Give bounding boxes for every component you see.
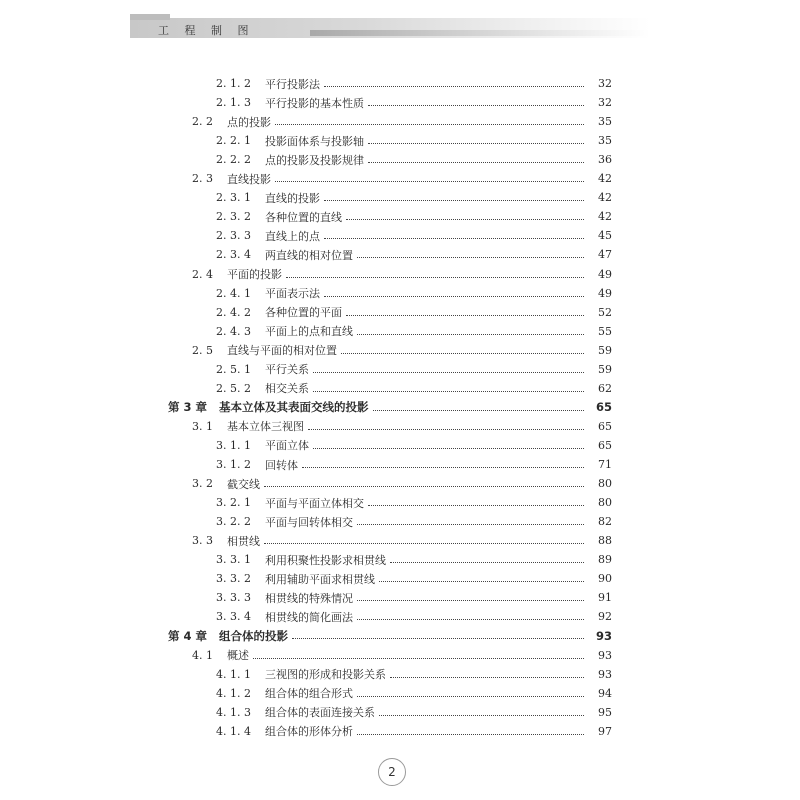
toc-entry-title: 各种位置的直线: [264, 210, 342, 224]
toc-entry-number: 2. 1. 2: [216, 77, 251, 90]
toc-subsection-entry[interactable]: [216, 703, 612, 722]
toc-section-entry[interactable]: [192, 112, 612, 131]
toc-dot-leader: [357, 696, 584, 697]
toc-dot-leader: [357, 524, 584, 525]
toc-entry-title: 相贯线的特殊情况: [264, 591, 353, 605]
toc-section-entry[interactable]: [192, 474, 612, 493]
toc-entry-title: 概述: [227, 649, 249, 662]
toc-dot-leader: [324, 296, 584, 297]
toc-subsection-entry[interactable]: [216, 436, 612, 455]
toc-entry-page: 45: [598, 229, 612, 243]
toc-section-entry[interactable]: [192, 169, 612, 188]
toc-entry-title: 平面与平面立体相交: [264, 496, 364, 510]
toc-dot-leader: [379, 715, 584, 716]
toc-entry-number: 3. 3: [192, 534, 213, 548]
toc-subsection-entry[interactable]: [216, 150, 612, 169]
toc-entry-page: 35: [598, 115, 612, 129]
toc-entry-number: 2. 1. 3: [216, 96, 251, 110]
toc-subsection-entry[interactable]: [216, 74, 612, 93]
toc-entry-title: 平行投影法: [264, 77, 320, 91]
toc-dot-leader: [302, 467, 584, 468]
toc-section-entry[interactable]: [192, 341, 612, 360]
toc-subsection-entry[interactable]: [216, 226, 612, 245]
toc-entry-title: 截交线: [227, 477, 260, 491]
toc-dot-leader: [324, 200, 584, 201]
toc-dot-leader: [373, 410, 584, 411]
toc-entry-page: 55: [598, 324, 612, 338]
toc-entry-page: 80: [598, 477, 612, 491]
toc-entry-number: 2. 5. 1: [216, 362, 251, 376]
toc-entry-page: 65: [598, 419, 612, 433]
toc-entry-page: 35: [598, 134, 612, 148]
toc-entry-title: 点的投影: [227, 115, 271, 129]
toc-subsection-entry[interactable]: [216, 569, 612, 588]
toc-entry-number: 2. 3. 1: [216, 191, 251, 205]
toc-subsection-entry[interactable]: [216, 284, 612, 303]
toc-dot-leader: [253, 658, 584, 659]
toc-subsection-entry[interactable]: [216, 684, 612, 703]
toc-entry-page: 32: [598, 77, 612, 90]
toc-entry-title: 平面的投影: [227, 268, 282, 281]
toc-entry-page: 82: [598, 515, 612, 529]
toc-entry-page: 97: [598, 724, 612, 738]
toc-entry-number: 2. 5: [192, 343, 213, 357]
toc-dot-leader: [379, 581, 584, 582]
toc-dot-leader: [357, 600, 584, 601]
toc-entry-page: 80: [598, 496, 612, 510]
toc-dot-leader: [357, 734, 584, 735]
toc-dot-leader: [346, 219, 584, 220]
toc-entry-title: 相贯线: [227, 534, 260, 548]
toc-subsection-entry[interactable]: [216, 607, 612, 626]
toc-entry-page: 49: [598, 267, 612, 281]
toc-entry-title: 组合体的表面连接关系: [264, 706, 375, 720]
toc-entry-number: 第 3 章: [168, 400, 208, 415]
toc-entry-number: 3. 1. 2: [216, 458, 251, 471]
toc-entry-page: 32: [598, 96, 612, 110]
toc-entry-title: 平面立体: [264, 439, 309, 453]
toc-dot-leader: [346, 315, 584, 316]
toc-chapter-entry[interactable]: [168, 398, 612, 417]
toc-entry-page: 42: [598, 172, 612, 186]
toc-entry-page: 52: [598, 305, 612, 319]
toc-section-entry[interactable]: [192, 265, 612, 284]
toc-entry-number: 4. 1. 3: [216, 705, 251, 719]
toc-entry-title: 直线投影: [227, 172, 271, 186]
toc-dot-leader: [324, 238, 584, 239]
toc-entry-number: 3. 2. 2: [216, 515, 251, 529]
toc-entry-title: 两直线的相对位置: [264, 248, 353, 262]
toc-entry-page: 59: [598, 362, 612, 376]
toc-entry-number: 2. 4. 3: [216, 324, 251, 338]
toc-entry-number: 2. 3: [192, 172, 213, 186]
toc-entry-number: 2. 4. 2: [216, 305, 251, 319]
toc-entry-number: 4. 1. 2: [216, 686, 251, 700]
toc-entry-page: 94: [598, 686, 612, 700]
toc-entry-title: 基本立体三视图: [227, 420, 304, 434]
page-number: 2: [388, 765, 396, 779]
toc-entry-title: 组合体的组合形式: [264, 687, 353, 701]
toc-entry-title: 平面表示法: [264, 287, 320, 301]
toc-entry-page: 42: [598, 191, 612, 205]
toc-entry-number: 3. 3. 3: [216, 591, 251, 605]
toc-entry-number: 2. 3. 3: [216, 229, 251, 243]
toc-subsection-entry[interactable]: [216, 455, 612, 474]
toc-entry-title: 各种位置的平面: [264, 306, 342, 320]
toc-dot-leader: [368, 162, 584, 163]
toc-entry-number: 2. 5. 2: [216, 381, 251, 395]
toc-entry-title: 直线的投影: [264, 191, 320, 205]
toc-entry-title: 组合体的形体分析: [264, 725, 353, 739]
toc-dot-leader: [368, 105, 584, 106]
toc-section-entry[interactable]: [192, 417, 612, 436]
toc-entry-page: 93: [598, 667, 612, 681]
toc-section-entry[interactable]: [192, 646, 612, 665]
toc-entry-number: 3. 1: [192, 419, 213, 433]
toc-entry-number: 3. 2: [192, 477, 213, 491]
toc-entry-page: 93: [598, 648, 612, 662]
toc-entry-number: 3. 3. 1: [216, 553, 251, 567]
toc-entry-number: 4. 1. 1: [216, 667, 251, 681]
toc-entry-number: 2. 2. 2: [216, 153, 251, 167]
toc-entry-number: 2. 2. 1: [216, 134, 251, 148]
toc-entry-page: 36: [598, 153, 612, 167]
toc-dot-leader: [275, 124, 584, 125]
toc-subsection-entry[interactable]: [216, 722, 612, 741]
toc-entry-title: 投影面体系与投影轴: [264, 134, 364, 148]
toc-entry-number: 3. 3. 4: [216, 610, 251, 624]
toc-entry-number: 4. 1: [192, 648, 213, 662]
page-number-badge: [378, 758, 406, 786]
toc-subsection-entry[interactable]: [216, 93, 612, 112]
toc-dot-leader: [390, 677, 584, 678]
toc-entry-number: 第 4 章: [168, 628, 208, 643]
toc-dot-leader: [390, 562, 584, 563]
toc-entry-page: 91: [598, 591, 612, 605]
toc-dot-leader: [264, 486, 584, 487]
toc-entry-title: 三视图的形成和投影关系: [264, 668, 386, 682]
toc-subsection-entry[interactable]: [216, 379, 612, 398]
toc-subsection-entry[interactable]: [216, 360, 612, 379]
toc-chapter-entry[interactable]: [168, 626, 612, 645]
toc-entry-title: 相交关系: [264, 382, 309, 396]
toc-entry-page: 65: [595, 400, 612, 415]
toc-entry-title: 直线与平面的相对位置: [227, 344, 337, 358]
toc-entry-title: 平面上的点和直线: [264, 325, 353, 339]
toc-subsection-entry[interactable]: [216, 665, 612, 684]
toc-entry-page: 42: [598, 210, 612, 224]
toc-dot-leader: [308, 429, 584, 430]
toc-entry-number: 2. 4. 1: [216, 286, 251, 300]
toc-dot-leader: [357, 257, 584, 258]
toc-subsection-entry[interactable]: [216, 322, 612, 341]
toc-dot-leader: [324, 86, 584, 87]
toc-dot-leader: [368, 505, 584, 506]
toc-entry-number: 2. 2: [192, 115, 213, 129]
toc-subsection-entry[interactable]: [216, 245, 612, 264]
toc-entry-number: 2. 4: [192, 267, 213, 281]
toc-entry-title: 组合体的投影: [219, 628, 289, 643]
toc-section-entry[interactable]: [192, 531, 612, 550]
toc-entry-title: 平行关系: [264, 363, 309, 377]
toc-entry-number: 3. 3. 2: [216, 572, 251, 586]
toc-subsection-entry[interactable]: [216, 512, 612, 531]
toc-entry-page: 89: [598, 553, 612, 567]
toc-dot-leader: [357, 619, 584, 620]
toc-entry-page: 59: [598, 343, 612, 357]
toc-entry-title: 利用积聚性投影求相贯线: [264, 553, 386, 567]
toc-entry-title: 平行投影的基本性质: [264, 96, 364, 110]
toc-entry-number: 2. 3. 4: [216, 248, 251, 262]
toc-subsection-entry[interactable]: [216, 550, 612, 569]
toc-entry-page: 65: [598, 438, 612, 452]
toc-entry-title: 基本立体及其表面交线的投影: [219, 400, 369, 415]
toc-entry-page: 62: [598, 381, 612, 395]
toc-dot-leader: [292, 638, 584, 639]
toc-dot-leader: [264, 543, 584, 544]
toc-entry-page: 49: [598, 286, 612, 300]
toc-entry-title: 回转体: [264, 458, 298, 472]
toc-subsection-entry[interactable]: [216, 493, 612, 512]
running-header-title: 工 程 制 图: [158, 24, 255, 37]
toc-entry-page: 92: [598, 610, 612, 624]
toc-entry-title: 直线上的点: [264, 229, 320, 243]
toc-dot-leader: [275, 181, 584, 182]
toc-entry-number: 3. 2. 1: [216, 496, 251, 510]
toc-entry-page: 93: [595, 628, 612, 643]
toc-subsection-entry[interactable]: [216, 188, 612, 207]
toc-entry-page: 88: [598, 534, 612, 548]
toc-entry-title: 利用辅助平面求相贯线: [264, 572, 375, 586]
toc-dot-leader: [313, 372, 584, 373]
toc-dot-leader: [341, 353, 584, 354]
toc-subsection-entry[interactable]: [216, 131, 612, 150]
toc-entry-title: 平面与回转体相交: [264, 515, 353, 529]
toc-entry-page: 71: [598, 458, 612, 471]
toc-entry-page: 95: [598, 705, 612, 719]
toc-subsection-entry[interactable]: [216, 303, 612, 322]
toc-entry-number: 2. 3. 2: [216, 210, 251, 224]
toc-subsection-entry[interactable]: [216, 207, 612, 226]
toc-dot-leader: [286, 277, 584, 278]
toc-entry-title: 相贯线的简化画法: [264, 610, 353, 624]
toc-entry-number: 4. 1. 4: [216, 724, 251, 738]
toc-dot-leader: [368, 143, 584, 144]
toc-dot-leader: [313, 448, 584, 449]
toc-subsection-entry[interactable]: [216, 588, 612, 607]
toc-entry-number: 3. 1. 1: [216, 438, 251, 452]
toc-dot-leader: [313, 391, 584, 392]
toc-dot-leader: [357, 334, 584, 335]
toc-entry-page: 90: [598, 572, 612, 586]
toc-entry-page: 47: [598, 248, 612, 262]
toc-entry-title: 点的投影及投影规律: [264, 153, 364, 167]
